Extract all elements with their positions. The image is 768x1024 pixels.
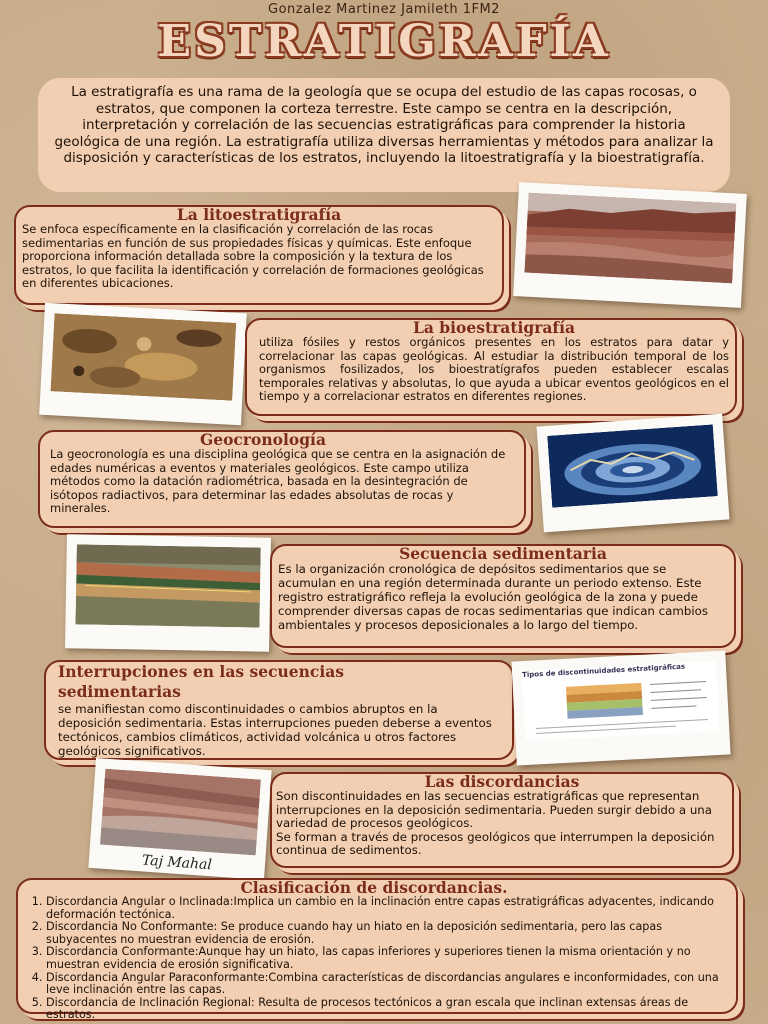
clasif-item-1: 1. Discordancia Angular o Inclinada:Implica un cambio en la inclinación entre capas estratigráficas adyacentes, indicando deformación tectónica. [46, 896, 728, 921]
disc-title: Las discordancias [424, 772, 580, 791]
disc-box [270, 772, 734, 868]
photo-fossils [39, 303, 247, 425]
geo-title: Geocronología [200, 430, 326, 449]
geo-box [38, 430, 526, 528]
photo-discordance [88, 758, 271, 880]
inter-title: Interrupciones en las secuencias sedimentarias [58, 662, 345, 701]
page-title: ESTRATIGRAFÍA [157, 16, 611, 67]
layers-image [75, 544, 260, 627]
discordance-image [100, 769, 261, 856]
diagram-title: Tipos de discontinuidades estratigráficas [521, 662, 686, 680]
photo-diagram [511, 650, 730, 765]
bio-title: La bioestratigrafía [412, 318, 576, 337]
clasif-list [20, 896, 728, 1022]
inter-box [44, 660, 514, 760]
intro-paragraph: La estratigrafía es una rama de la geología que se ocupa del estudio de las capas rocosas, o estratos, que componen la corteza terrestre. Este campo se centra en la descripción, interpretación y correlación de las secuencias estratigráficas para comprender la historia geológica de una región. La estratigrafía utiliza diversas herramientas y métodos para analizar la disposición y características de los estratos, incluyendo la litoestratigrafía y la bioestratigrafía. [38, 78, 730, 192]
bio-box [245, 318, 737, 416]
seq-box [270, 544, 736, 648]
seq-text: Es la organización cronológica de depósitos sedimentarios que se acumulan en una región determinada durante un periodo extenso. Este registro estratigráfico refleja la evolución geológica de la zona y puede comprender diversas capas de rocas sedimentarias que indican cambios ambientales y procesos deposicionales a lo largo del tiempo. [278, 562, 708, 632]
lito-text: Se enfoca específicamente en la clasificación y correlación de las rocas sedimentarias en función de sus propiedades físicas y químicas. Este enfoque proporciona información detallada sobre la composición y la textura de los estratos, lo que facilita la identificación y correlación de formaciones geológicas en diferentes ubicaciones. [22, 222, 484, 290]
photo-time-spiral [537, 414, 730, 533]
bio-text: utiliza fósiles y restos orgánicos presentes en los estratos para datar y correlacionar las capas geológicas. Al estudiar la distribución temporal de los organismos fosilizados, los bioestratígrafos pueden establecer escalas temporales relativas y absolutas, lo que ayuda a ubicar eventos geológicos en el tiempo y a correlacionar estratos en diferentes regiones. [259, 335, 729, 403]
clasif-box [16, 878, 738, 1022]
discordance-caption: Taj Mahal [141, 852, 213, 874]
geo-text: La geocronología es una disciplina geológica que se centra en la asignación de edades numéricas a eventos y materiales geológicos. Este campo utiliza métodos como la datación radiométrica, basada en la desintegración de isótopos radiactivos, para determinar las edades absolutas de rocas y minerales. [50, 447, 506, 515]
seq-title: Secuencia sedimentaria [399, 544, 607, 563]
clasif-item-2: 2. Discordancia No Conformante: Se produce cuando hay un hiato en la deposición sedimentaria, pero las capas subyacentes no muestran evidencia de erosión. [46, 921, 728, 946]
clasif-title: Clasificación de discordancias. [240, 878, 508, 897]
author-name: Gonzalez Martinez Jamileth 1FM2 [268, 2, 500, 17]
diagram-image [522, 661, 719, 741]
fossils-image [50, 313, 236, 400]
clasif-item-4: 4. Discordancia Angular Paraconformante:Combina características de discordancias angulares e inconformidades, con una leve inclinación entre las capas. [46, 972, 728, 997]
clasif-item-3: 3. Discordancia Conformante:Aunque hay un hiato, las capas inferiores y superiores tienen la misma orientación y no muestran evidencia de erosión significativa. [46, 946, 728, 971]
time-spiral-image [547, 424, 718, 507]
lito-box [14, 205, 504, 305]
disc-text-1: Son discontinuidades en las secuencias estratigráficas que representan interrupciones en la deposición sedimentaria. Pueden surgir debido a una variedad de procesos geológicos. [276, 789, 713, 830]
clasif-item-5: 5. Discordancia de Inclinación Regional: Resulta de procesos tectónicos a gran escala que inclinan extensas áreas de estratos. [46, 997, 728, 1022]
disc-text-2: Se forman a través de procesos geológicos que interrumpen la deposición continua de sedimentos. [276, 829, 715, 857]
inter-text: se manifiestan como discontinuidades o cambios abruptos en la deposición sedimentaria. Estas interrupciones pueden deberse a eventos tectónicos, cambios climáticos, actividad volcánica u otros factores geológicos significativos. [58, 702, 492, 758]
photo-cliffs [513, 182, 747, 308]
lito-title: La litoestratigrafía [176, 205, 342, 224]
photo-layers [65, 534, 271, 652]
cliffs-image [524, 193, 736, 284]
